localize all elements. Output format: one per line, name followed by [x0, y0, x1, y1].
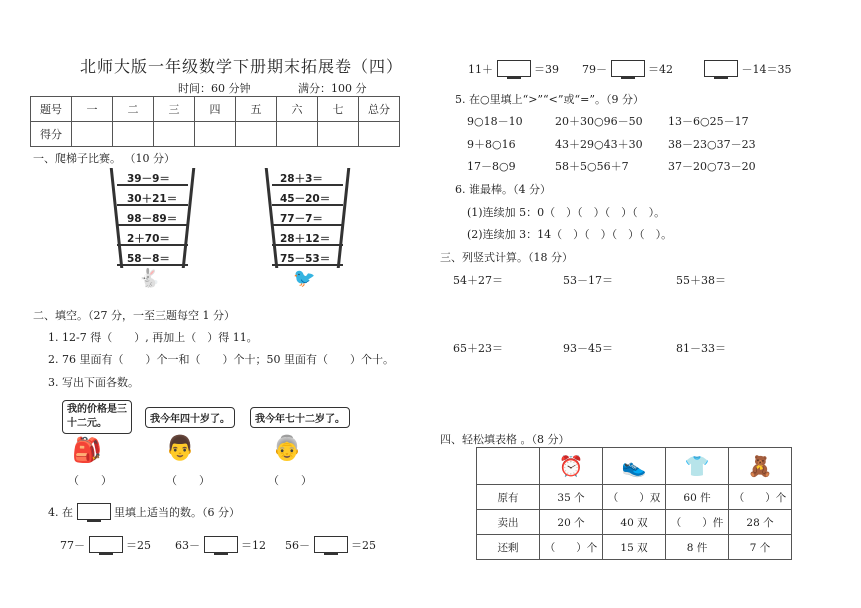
- speech-bubble: 我的价格是三十二元。: [62, 400, 132, 434]
- score-input-cell[interactable]: [195, 122, 236, 147]
- q4-item-pre: 77－: [60, 539, 85, 552]
- q4-item: [704, 60, 792, 80]
- ladder-problem[interactable]: 28＋3＝: [280, 173, 323, 185]
- q4-suffix: 里填上适当的数。（6 分）: [114, 506, 240, 519]
- section-1-title: 一、爬梯子比赛。 （10 分）: [33, 152, 175, 165]
- answer-slot[interactable]: （ ）: [166, 474, 210, 487]
- score-input-cell[interactable]: [359, 122, 400, 147]
- table-row: [477, 510, 792, 535]
- bear-icon: 🧸: [747, 454, 773, 478]
- score-input-cell[interactable]: [318, 122, 359, 147]
- answer-box[interactable]: [204, 536, 238, 556]
- score-input-cell[interactable]: [277, 122, 318, 147]
- monitor-icon: [77, 503, 111, 523]
- table-cell: [540, 448, 603, 485]
- ladder-rail: [265, 168, 279, 268]
- score-table-cell: 七: [318, 97, 359, 122]
- section-3-title: 三、列竖式计算。（18 分）: [440, 251, 573, 264]
- section-2-title: 二、填空。（27 分，一至三题每空 1 分）: [33, 309, 235, 322]
- ladder-problem[interactable]: 58－8＝: [127, 253, 170, 265]
- clock-icon: ⏰: [558, 454, 584, 478]
- right-ladder: [270, 168, 345, 268]
- table-cell: 40 双: [603, 510, 666, 535]
- score-table-cell: 六: [277, 97, 318, 122]
- score-row-label: 得分: [31, 122, 72, 147]
- speech-bubble: 我今年四十岁了。: [145, 407, 235, 428]
- ladder-problem[interactable]: 2＋70＝: [127, 233, 170, 245]
- q4-item-post: ＝25: [351, 539, 376, 552]
- q2-text: 2. 76 里面有（ ）个一和（ ）个十；50 里面有（ ）个十。: [48, 353, 394, 366]
- compare-item[interactable]: 43＋29○43＋30: [555, 138, 643, 151]
- score-table-cell: 总分: [359, 97, 400, 122]
- score-input-cell[interactable]: [154, 122, 195, 147]
- answer-slot[interactable]: （ ）: [68, 474, 112, 487]
- score-table-cell: 五: [236, 97, 277, 122]
- table-row: [477, 485, 792, 510]
- score-table-cell: 一: [72, 97, 113, 122]
- shirt-icon: 👕: [684, 454, 710, 478]
- q6-part-2[interactable]: (2)连续加 3：14（ ）（ ）（ ）（ ）。: [467, 228, 673, 241]
- table-cell: [666, 448, 729, 485]
- shoe-icon: 👟: [621, 454, 647, 478]
- score-input-cell[interactable]: [113, 122, 154, 147]
- score-table-cell: 三: [154, 97, 195, 122]
- q4-prefix: 4. 在: [48, 506, 73, 519]
- table-cell: 35 个: [540, 485, 603, 510]
- table-cell: 7 个: [729, 535, 792, 560]
- q6-text: 6. 谁最棒。（4 分）: [455, 183, 551, 196]
- full-score: 满分：100 分: [298, 82, 367, 95]
- q4-item-post: －14＝35: [741, 63, 792, 76]
- table-cell: 15 双: [603, 535, 666, 560]
- ladder-problem[interactable]: 30＋21＝: [127, 193, 178, 205]
- ladder-rail: [182, 168, 196, 268]
- compare-item[interactable]: 13－6○25－17: [668, 115, 749, 128]
- ladder-rail: [110, 168, 124, 268]
- score-table: [30, 96, 400, 147]
- table-cell[interactable]: （ ）件: [666, 510, 729, 535]
- score-table-score-row: [31, 122, 400, 147]
- vertical-calc[interactable]: 93－45＝: [563, 342, 613, 355]
- q4-item: [60, 536, 151, 556]
- ladder-problem[interactable]: 45－20＝: [280, 193, 331, 205]
- q4-item: [582, 60, 673, 80]
- grandma-icon: 👵: [272, 434, 302, 462]
- row-label: 卖出: [477, 510, 540, 535]
- backpack-icon: 🎒: [72, 436, 102, 464]
- section-4-title: 四、轻松填表格 。（8 分）: [440, 433, 570, 446]
- page-title: 北师大版一年级数学下册期末拓展卷（四）: [80, 57, 404, 76]
- q5-text: 5. 在○里填上“>”“<”或“=”。（9 分）: [455, 93, 644, 106]
- q4-text: [48, 503, 240, 523]
- ladder-problem[interactable]: 77－7＝: [280, 213, 323, 225]
- man-icon: 👨: [165, 434, 195, 462]
- bird-icon: 🐦: [293, 268, 316, 289]
- compare-item[interactable]: 20＋30○96－50: [555, 115, 643, 128]
- compare-item[interactable]: 38－23○37－23: [668, 138, 756, 151]
- q4-item-pre: 63－: [175, 539, 200, 552]
- answer-box[interactable]: [611, 60, 645, 80]
- score-table-cell: 二: [113, 97, 154, 122]
- q3-text: 3. 写出下面各数。: [48, 376, 139, 389]
- table-cell: 8 件: [666, 535, 729, 560]
- table-cell: [729, 448, 792, 485]
- vertical-calc[interactable]: 65＋23＝: [453, 342, 503, 355]
- q4-item-pre: 11＋: [468, 63, 493, 76]
- answer-box[interactable]: [497, 60, 531, 80]
- left-ladder: [115, 168, 190, 268]
- q4-item-pre: 79－: [582, 63, 607, 76]
- row-label: 原有: [477, 485, 540, 510]
- q6-part-1[interactable]: (1)连续加 5：0（ ）（ ）（ ）（ ）。: [467, 206, 666, 219]
- ladder-rail: [337, 168, 351, 268]
- ladder-problem[interactable]: 28＋12＝: [280, 233, 331, 245]
- inventory-table: [476, 447, 792, 560]
- answer-box[interactable]: [704, 60, 738, 80]
- rabbit-icon: 🐇: [138, 268, 161, 289]
- compare-item[interactable]: 58＋5○56＋7: [555, 160, 629, 173]
- q4-item-post: ＝25: [126, 539, 151, 552]
- table-cell: [603, 448, 666, 485]
- table-cell: [477, 448, 540, 485]
- table-cell[interactable]: （ ）个: [729, 485, 792, 510]
- answer-box[interactable]: [89, 536, 123, 556]
- q4-item-post: ＝12: [241, 539, 266, 552]
- compare-item[interactable]: 9○18－10: [467, 115, 523, 128]
- score-table-cell: 四: [195, 97, 236, 122]
- q4-item: [468, 60, 559, 80]
- score-table-header-row: [31, 97, 400, 122]
- compare-item[interactable]: 37－20○73－20: [668, 160, 756, 173]
- table-cell: 28 个: [729, 510, 792, 535]
- answer-box[interactable]: [314, 536, 348, 556]
- table-cell[interactable]: （ ）双: [603, 485, 666, 510]
- exam-time: 时间：60 分钟: [178, 82, 251, 95]
- vertical-calc[interactable]: 53－17＝: [563, 274, 613, 287]
- q4-item-post: ＝39: [534, 63, 559, 76]
- q4-item: [175, 536, 266, 556]
- q4-item-post: ＝42: [648, 63, 673, 76]
- score-input-cell[interactable]: [236, 122, 277, 147]
- vertical-calc[interactable]: 54＋27＝: [453, 274, 503, 287]
- ladder-problem[interactable]: 98－89＝: [127, 213, 178, 225]
- q1-text: 1. 12-7 得（ ）, 再加上（ ）得 11。: [48, 331, 258, 344]
- ladder-problem[interactable]: 39－9＝: [127, 173, 170, 185]
- answer-slot[interactable]: （ ）: [268, 474, 312, 487]
- table-row: [477, 535, 792, 560]
- q4-item: [285, 536, 376, 556]
- inventory-icon-row: [477, 448, 792, 485]
- score-input-cell[interactable]: [72, 122, 113, 147]
- q4-item-pre: 56－: [285, 539, 310, 552]
- table-cell: 20 个: [540, 510, 603, 535]
- vertical-calc[interactable]: 81－33＝: [676, 342, 726, 355]
- ladder-problem[interactable]: 75－53＝: [280, 253, 331, 265]
- row-label: 还剩: [477, 535, 540, 560]
- speech-bubble: 我今年七十二岁了。: [250, 407, 350, 428]
- table-cell: 60 件: [666, 485, 729, 510]
- compare-item[interactable]: 9＋8○16: [467, 138, 516, 151]
- table-cell[interactable]: （ ）个: [540, 535, 603, 560]
- vertical-calc[interactable]: 55＋38＝: [676, 274, 726, 287]
- compare-item[interactable]: 17－8○9: [467, 160, 516, 173]
- score-table-cell: 题号: [31, 97, 72, 122]
